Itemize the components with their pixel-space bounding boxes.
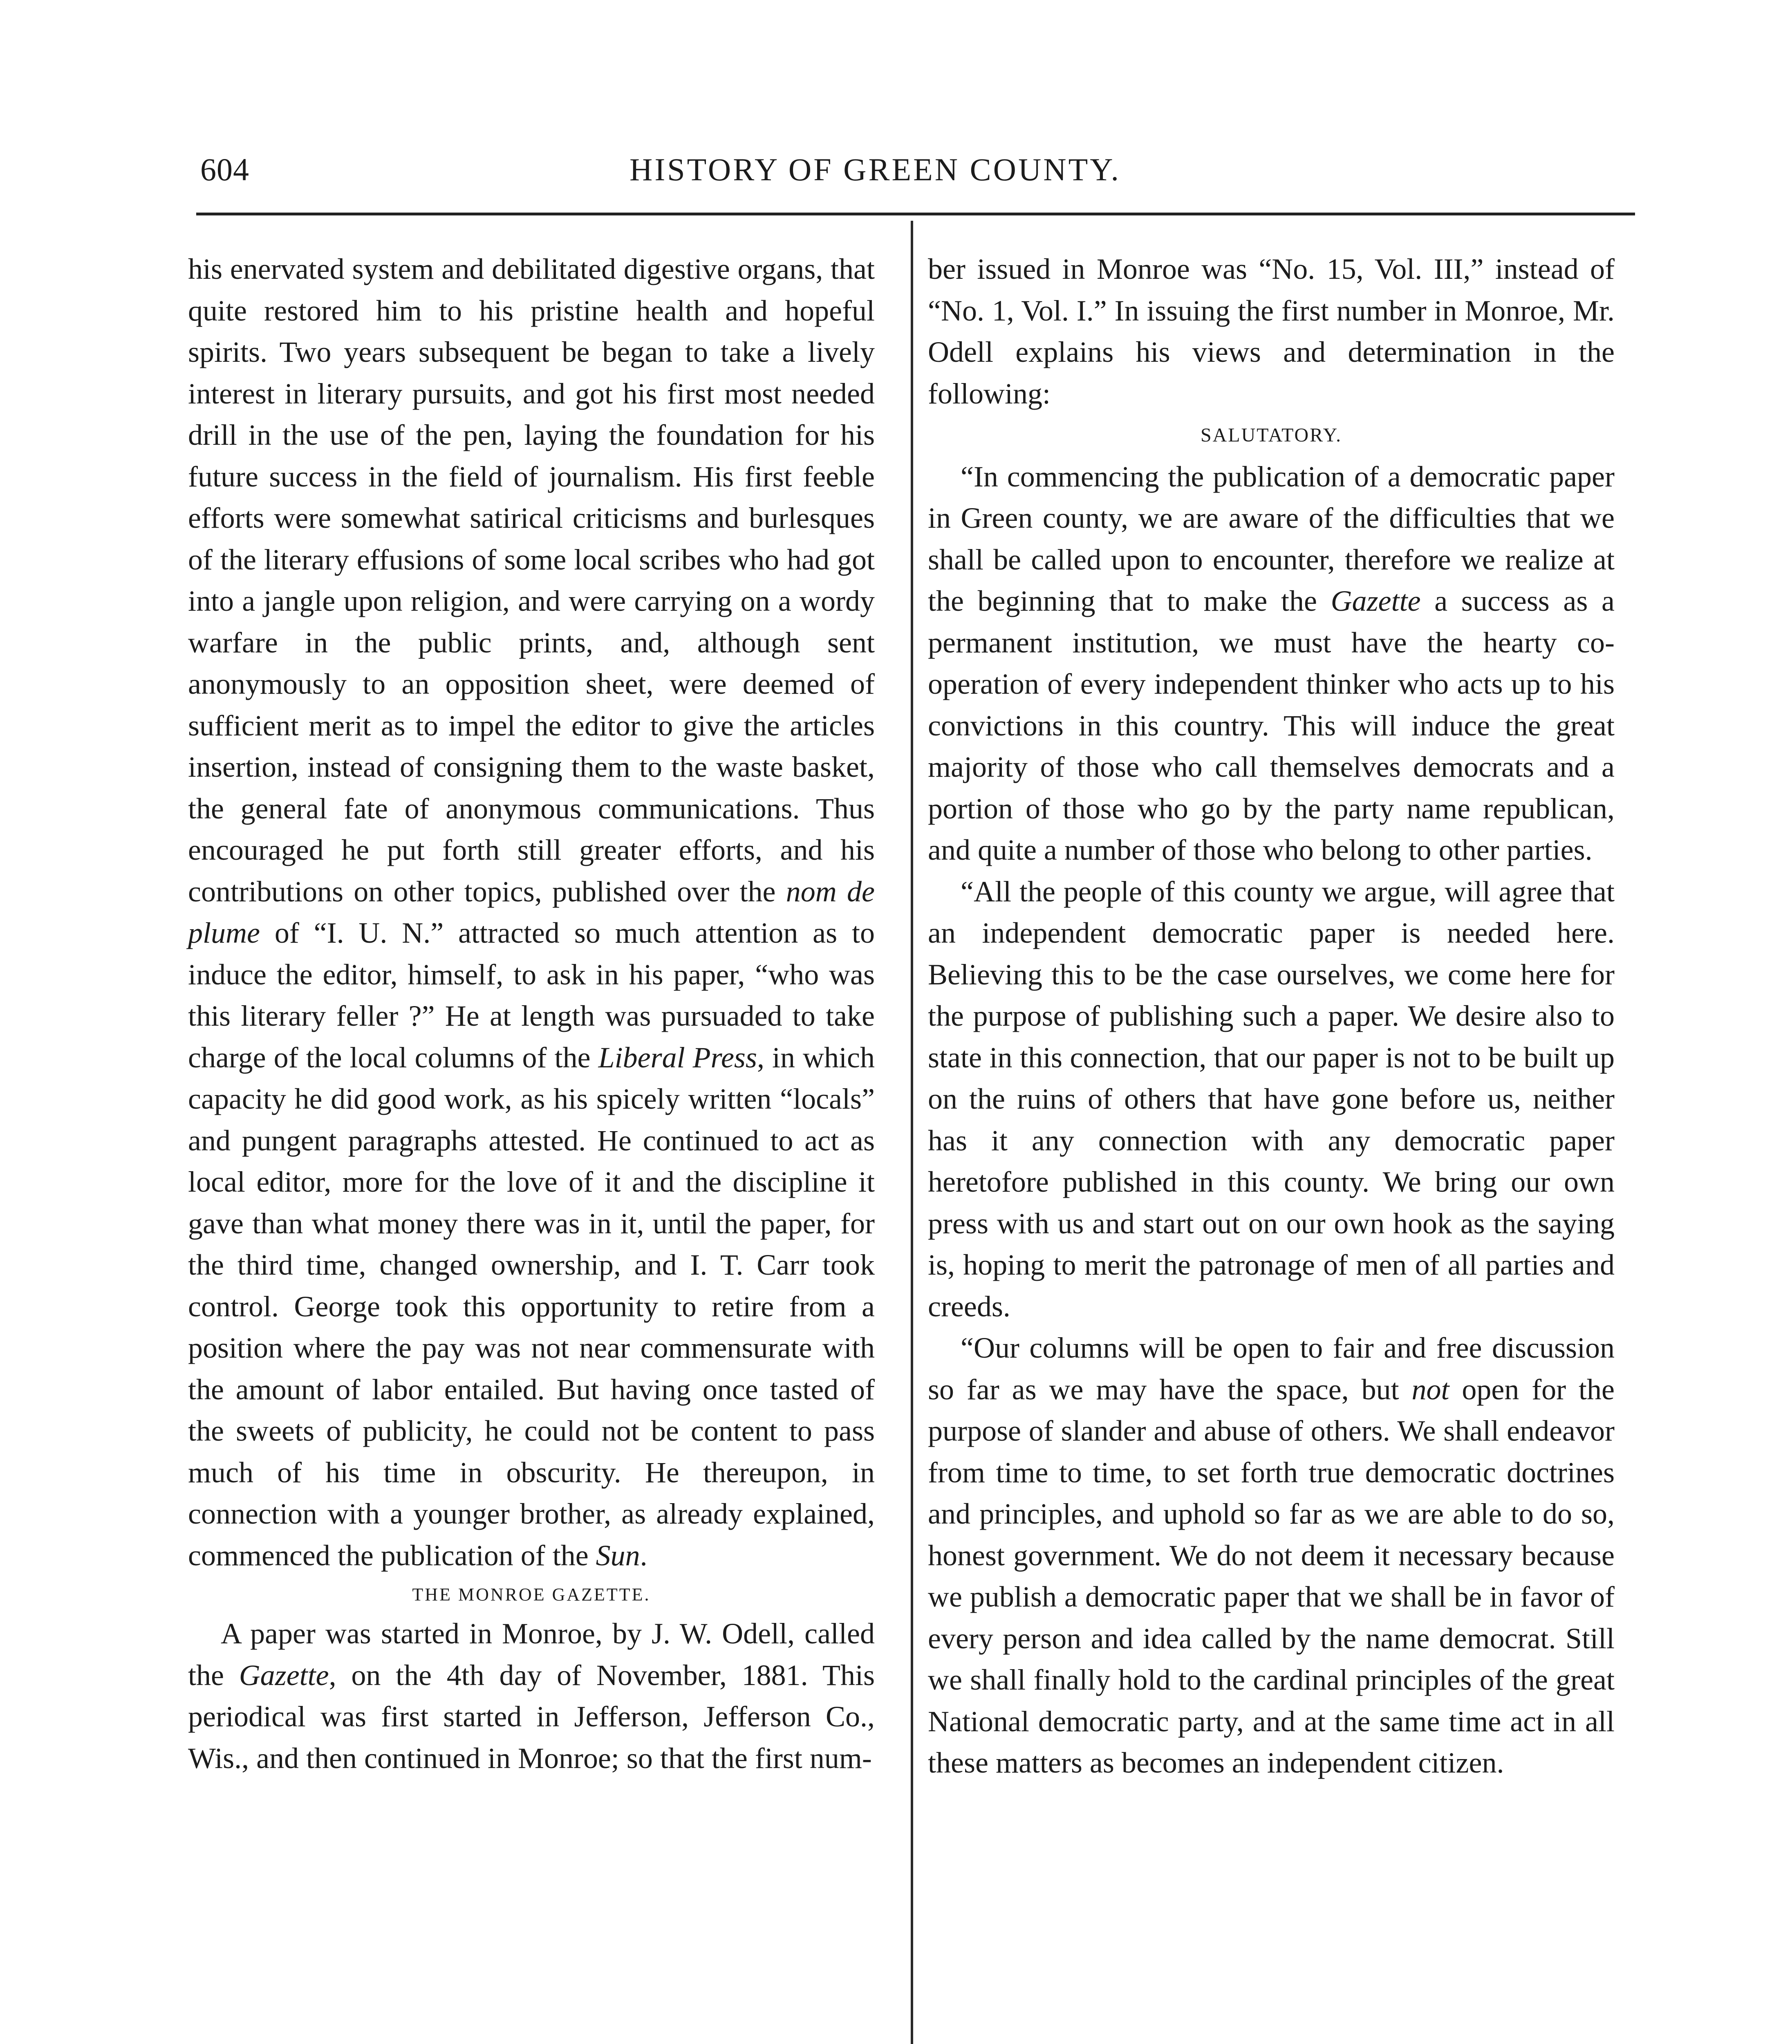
right-column <box>928 249 1615 1784</box>
paragraph-continued <box>188 249 875 1576</box>
paragraph: “All the people of this county we argue, will agree that an independent democratic paper is needed here. Believing this to be the case ourselves, we come here for the purpose of publishing such a paper. We desire also to state in this connection, that our paper is not to be built up on the ruins of others that have gone before us, neither has it any connection with any democratic paper heretofore published in this county. We bring our own press with us and start out on our own hook as the saying is, hoping to merit the patronage of men of all parties and creeds. <box>928 875 1615 1323</box>
header-rule <box>196 213 1635 215</box>
text-run: a success as a permanent institution, we must have the hearty co-operation of every independent thinker who acts up to his convictions in this country. This will induce the great majority of those who call themselves democrats and a portion of those who go by the party name republican, and quite a number of those who belong to other parties. <box>928 585 1615 866</box>
text-run: “In commencing the publication of a democratic paper in Green county, we are aware of the difficulties that we shall be called upon to encounter, therefore we realize at the beginning that to make the <box>928 460 1615 617</box>
text-run: . <box>640 1539 647 1572</box>
text-run: , on the 4th day of November, 1881. This periodical was first started in Jefferson, Jefferson Co., Wis., and then continued in Monroe; so that the first num- <box>188 1659 875 1775</box>
paragraph <box>928 456 1615 871</box>
column-divider <box>911 221 913 2044</box>
running-head <box>188 147 1643 192</box>
text-run: , in which capacity he did good work, as his spicely written “locals” and pungent paragraphs attested. He continued to act as local editor, more for the love of it and the discipline it gave than what money there was in it, until the paper, for the third time, changed ownership, and I. T. Carr took control. George took this opportunity to retire from a position where the pay was not near commensurate with the amount of labor entailed. But having once tasted of the sweets of publicity, he could not be content to pass much of his time in obscurity. He thereupon, in connection with a younger brother, as already explained, commenced the publication of the <box>188 1041 875 1572</box>
text-run: of “I. U. N.” attracted so much attention as to induce the editor, himself, to ask in his paper, “who was this literary feller ?” He at length was pursuaded to take charge of the local columns of the <box>188 917 875 1074</box>
italic-run: not <box>1411 1373 1449 1406</box>
text-run: “Our columns will be open to fair and free discussion so far as we may have the space, but <box>928 1331 1615 1406</box>
page-number: 604 <box>200 152 249 187</box>
italic-run: Gazette <box>239 1659 329 1692</box>
section-heading: THE MONROE GAZETTE. <box>412 1585 651 1605</box>
left-column <box>188 249 875 1779</box>
page-title: HISTORY OF GREEN COUNTY. <box>629 152 1121 187</box>
section-heading: SALUTATORY. <box>1200 424 1342 446</box>
paragraph <box>928 1327 1615 1784</box>
italic-run: Liberal Press <box>598 1041 757 1074</box>
text-run: open for the purpose of slander and abuse of others. We shall endeavor from time to time, to set forth true democratic doctrines and principles, and uphold so far as we are able to do so, honest government. We do not deem it necessary because we publish a democratic paper that we shall be in favor of every person and idea called by the name democrat. Still we shall finally hold to the cardinal principles of the great National democratic party, and at the same time act in all these matters as becomes an independent citizen. <box>928 1373 1615 1779</box>
paragraph-continued: ber issued in Monroe was “No. 15, Vol. III,” instead of “No. 1, Vol. I.” In issuing the first number in Monroe, Mr. Odell explains his views and determination in the following: <box>928 253 1615 410</box>
italic-run: Sun <box>596 1539 640 1572</box>
paragraph <box>188 1613 875 1779</box>
italic-run: nom de plume <box>188 875 875 949</box>
italic-run: Gazette <box>1331 585 1421 617</box>
text-run: A paper was started in Monroe, by J. W. Odell, called the <box>188 1617 875 1692</box>
text-run: his enervated system and debilitated digestive organs, that quite restored him to his pristine health and hopeful spirits. Two years subsequent be began to take a lively interest in literary pursuits, and got his first most needed drill in the use of the pen, laying the foundation for his future success in the field of journalism. His first feeble efforts were somewhat satirical criticisms and burlesques of the literary effusions of some local scribes who had got into a jangle upon religion, and were carrying on a wordy warfare in the public prints, and, although sent anonymously to an opposition sheet, were deemed of sufficient merit as to impel the editor to give the articles insertion, instead of consigning them to the waste basket, the general fate of anonymous communications. Thus encouraged he put forth still greater efforts, and his contributions on other topics, published over the <box>188 253 875 908</box>
